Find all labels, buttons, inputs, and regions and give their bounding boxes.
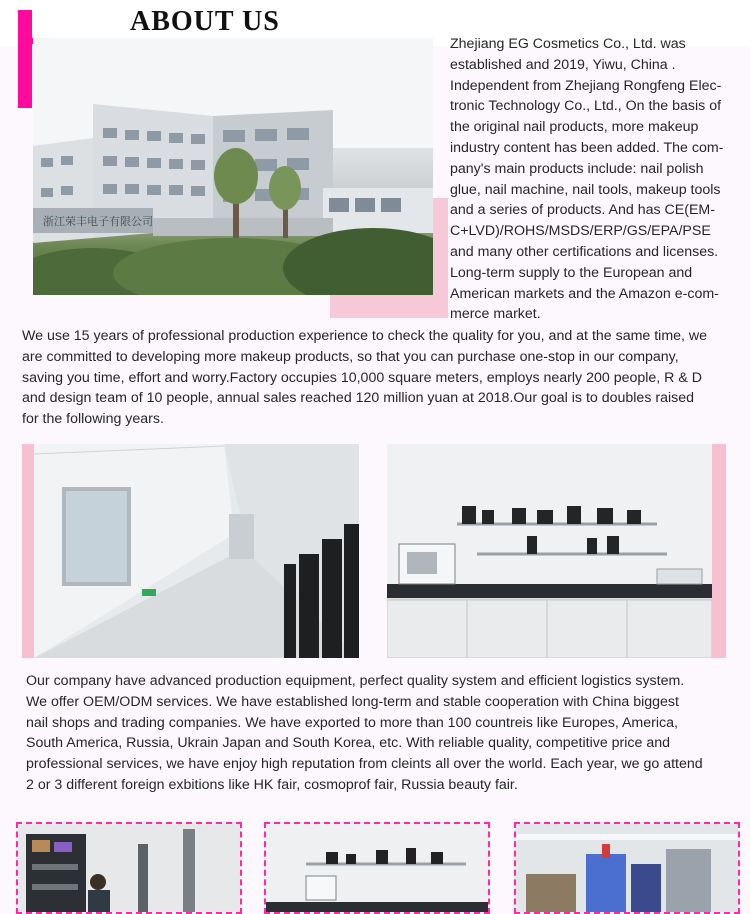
company-intro <box>450 34 740 325</box>
intro-line: glue, nail machine, nail tools, makeup tools <box>450 181 721 198</box>
intro-line: the original nail products, more makeup <box>450 119 699 136</box>
cleanroom-corridor-photo <box>34 444 359 658</box>
intro-line: American markets and the Amazon e-com- <box>450 285 719 302</box>
machinery-photo-thumbnail <box>514 822 740 914</box>
intro-line: Independent from Zhejiang Rongfeng Elec- <box>450 77 722 94</box>
lab-shelf-photo-thumbnail <box>264 822 490 914</box>
intro-line: industry content has been added. The com- <box>450 139 724 156</box>
intro-line: established and 2019, Yiwu, China . <box>450 56 676 73</box>
paragraph-line: and design team of 10 people, annual sales reached 120 million yuan at 2018.Our goal is to doubles raised <box>22 390 694 407</box>
photo-accent-bar <box>712 444 726 658</box>
paragraph-line: saving you time, effort and worry.Factory occupies 10,000 square meters, employs nearly 200 people, R & D <box>22 369 703 386</box>
paragraph-line: are committed to developing more makeup products, so that you can purchase one-stop in our company, <box>22 348 679 365</box>
intro-line: tronic Technology Co., Ltd., On the basis of <box>450 98 722 115</box>
workshop-photo-thumbnail <box>16 822 242 914</box>
photo-accent-bar <box>22 444 34 658</box>
laboratory-photo <box>387 444 712 658</box>
services-paragraph <box>26 671 726 796</box>
paragraph-line: professional services, we have enjoy high reputation from cleints all over the world. Each year, we go attend <box>26 756 703 773</box>
paragraph-line: Our company have advanced production equipment, perfect quality system and efficient logistics system. <box>26 673 685 689</box>
page-title: ABOUT US <box>130 6 280 37</box>
intro-line: Long-term supply to the European and <box>450 264 693 281</box>
paragraph-line: We use 15 years of professional production experience to check the quality for you, and at the same time, we <box>22 328 708 344</box>
paragraph-line: 2 or 3 different foreign exbitions like HK fair, cosmoprof fair, Russia beauty fair. <box>26 776 518 793</box>
paragraph-line: We offer OEM/ODM services. We have established long-term and stable cooperation with China biggest <box>26 693 679 710</box>
corner-accent-vertical <box>18 10 32 108</box>
production-experience-paragraph <box>22 326 734 430</box>
paragraph-line: South America, Russia, Ukrain Japan and South Korea, etc. With reliable quality, competitive price and <box>26 735 671 752</box>
intro-line: merce market. <box>450 306 541 323</box>
paragraph-line: for the following years. <box>22 411 164 428</box>
factory-sign: 浙江荣丰电子有限公司 <box>43 215 153 228</box>
paragraph-line: nail shops and trading companies. We have exported to more than 100 countreis like Europes, America, <box>26 714 678 731</box>
factory-building-photo <box>33 38 433 295</box>
intro-line: C+LVD)/ROHS/MSDS/ERP/GS/EPA/PSE <box>450 223 711 240</box>
intro-line: and many other certifications and licenses. <box>450 243 719 260</box>
intro-line: Zhejiang EG Cosmetics Co., Ltd. was <box>450 36 686 52</box>
intro-line: and a series of products. And has CE(EM- <box>450 202 715 219</box>
intro-line: pany's main products include: nail polish <box>450 160 704 177</box>
